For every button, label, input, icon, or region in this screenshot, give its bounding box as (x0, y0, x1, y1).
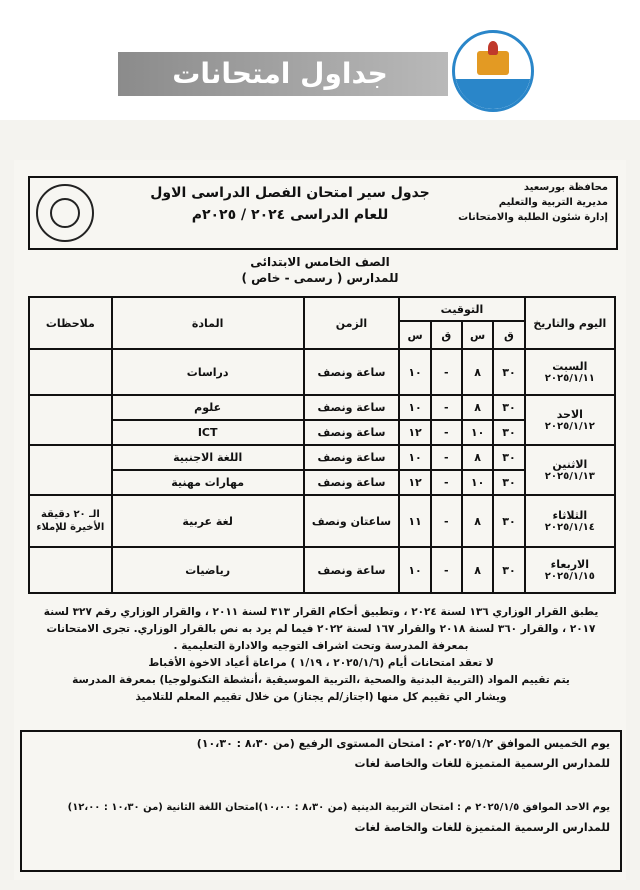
table-row: ٣٠ ١٠ - ١٢ ساعة ونصف مهارات مهنية (29, 470, 615, 495)
exam-table (28, 296, 616, 594)
org-line-directorate: مديرية التربية والتعليم (498, 197, 608, 208)
table-row: الاربعاء ٢٠٢٥/١/١٥ ٣٠ ٨ - ١٠ ساعة ونصف رياضيات (29, 547, 615, 593)
extra-exam-line: يوم الخميس الموافق ٢٠٢٥/١/٢م : امتحان المستوى الرفيع (من ٨،٣٠ : ١٠،٣٠) (196, 737, 610, 750)
seal-inner (50, 198, 80, 228)
extra-exam-line: يوم الاحد الموافق ٢٠٢٥/١/٥ م : امتحان التربية الدينية (من ٨،٣٠ : ١٠،٠٠)امتحان اللغة الثانية (من ١٠،٣٠ : ١٢،٠٠) (67, 802, 610, 813)
subject-cell: رياضيات (112, 547, 304, 593)
extra-exam-line: للمدارس الرسمية المتميزة للغات والخاصة لغات (354, 821, 610, 834)
from-q-header: ق (493, 321, 524, 349)
subject-cell: لغة عربية (112, 495, 304, 547)
day-cell: الاثنين ٢٠٢٥/١/١٣ (525, 445, 615, 495)
day-cell: الثلاثاء ٢٠٢٥/١/١٤ (525, 495, 615, 547)
rules-line: لا تعقد امتحانات أيام (٢٠٢٥/١/٦ ، ١/١٩ ) مراعاة أعياد الاخوة الأقباط (148, 657, 494, 669)
table-row: ٣٠ ١٠ - ١٢ ساعة ونصف ICT (29, 420, 615, 445)
day-cell: الاحد ٢٠٢٥/١/١٢ (525, 395, 615, 445)
day-cell: الاربعاء ٢٠٢٥/١/١٥ (525, 547, 615, 593)
subject-cell: دراسات (112, 349, 304, 395)
seal-icon (36, 184, 94, 242)
rules-line: ٢٠١٧ ، والقرار ٣٦٠ لسنة ٢٠١٨ والقرار ١٦٧ لسنة ٢٠٢٢ فيما لم يرد به نص بالقرار الوزاري. تجرى الامتحانات (46, 623, 596, 635)
rules-line: بمعرفة المدرسة وتحت اشراف التوجيه والادارة التعليمية . (173, 640, 469, 652)
notes-cell (29, 445, 112, 495)
subject-cell: مهارات مهنية (112, 470, 304, 495)
table-row: الاثنين ٢٠٢٥/١/١٣ ٣٠ ٨ - ١٠ ساعة ونصف اللغة الاجنبية (29, 445, 615, 470)
day-cell: السبت ٢٠٢٥/١/١١ (525, 349, 615, 395)
col-notes-header: ملاحظات (29, 297, 112, 349)
rules-paragraph (28, 604, 614, 706)
banner (0, 0, 640, 120)
col-timing-header: التوقيت (399, 297, 524, 321)
rules-line: يتم تقييم المواد (التربية البدنية والصحية ،التربية الموسيقية ،أنشطة التكنولوجيا) بمعرفة المدرسة (72, 674, 570, 686)
grade-schools: للمدارس ( رسمى - خاص ) (241, 271, 399, 285)
organization-lines (448, 180, 608, 225)
title-line-2: للعام الدراسى ٢٠٢٤ / ٢٠٢٥م (191, 207, 389, 223)
notes-cell (29, 349, 112, 395)
notes-cell (29, 547, 112, 593)
rules-line: يطبق القرار الوزاري ١٣٦ لسنة ٢٠٢٤ ، وتطبيق أحكام القرار ٣١٣ لسنة ٢٠١١ ، والقرار الوزاري رقم ٣٢٧ لسنة (43, 606, 599, 618)
table-row: الاحد ٢٠٢٥/١/١٢ ٣٠ ٨ - ١٠ ساعة ونصف علوم (29, 395, 615, 420)
logo-wave (455, 79, 531, 109)
table-row: السبت ٢٠٢٥/١/١١ ٣٠ ٨ - ١٠ ساعة ونصف دراسات (29, 349, 615, 395)
grade-name: الصف الخامس الابتدائى (250, 255, 390, 269)
extra-exam-line: للمدارس الرسمية المتميزة للغات والخاصة لغات (354, 757, 610, 770)
banner-title: جداول امتحانات (172, 57, 388, 90)
notes-cell: الـ ٢٠ دقيقة الأخيرة للإملاء (29, 495, 112, 547)
to-q-header: ق (431, 321, 462, 349)
ministry-logo-icon (452, 30, 534, 112)
col-subject-header: المادة (112, 297, 304, 349)
grade-heading (150, 254, 490, 286)
title-line-1: جدول سير امتحان الفصل الدراسى الاول (150, 185, 430, 201)
col-duration-header: الزمن (304, 297, 400, 349)
document-title (150, 182, 430, 226)
from-s-header: س (462, 321, 493, 349)
table-row: الثلاثاء ٢٠٢٥/١/١٤ ٣٠ ٨ - ١١ ساعتان ونصف لغة عربية الـ ٢٠ دقيقة الأخيرة للإملاء (29, 495, 615, 547)
org-line-department: إدارة شئون الطلبة والامتحانات (458, 212, 608, 223)
org-line-governorate: محافظة بورسعيد (523, 182, 608, 193)
to-s-header: س (399, 321, 430, 349)
subject-cell: اللغة الاجنبية (112, 445, 304, 470)
col-day-header: اليوم والتاريخ (525, 297, 615, 349)
subject-cell: علوم (112, 395, 304, 420)
subject-cell: ICT (112, 420, 304, 445)
rules-line: ويشار الي تقييم كل منها (اجتاز/لم يجتاز) من خلال تقييم المعلم للتلاميذ (135, 691, 507, 703)
notes-cell (29, 395, 112, 445)
logo-flame (488, 41, 498, 55)
